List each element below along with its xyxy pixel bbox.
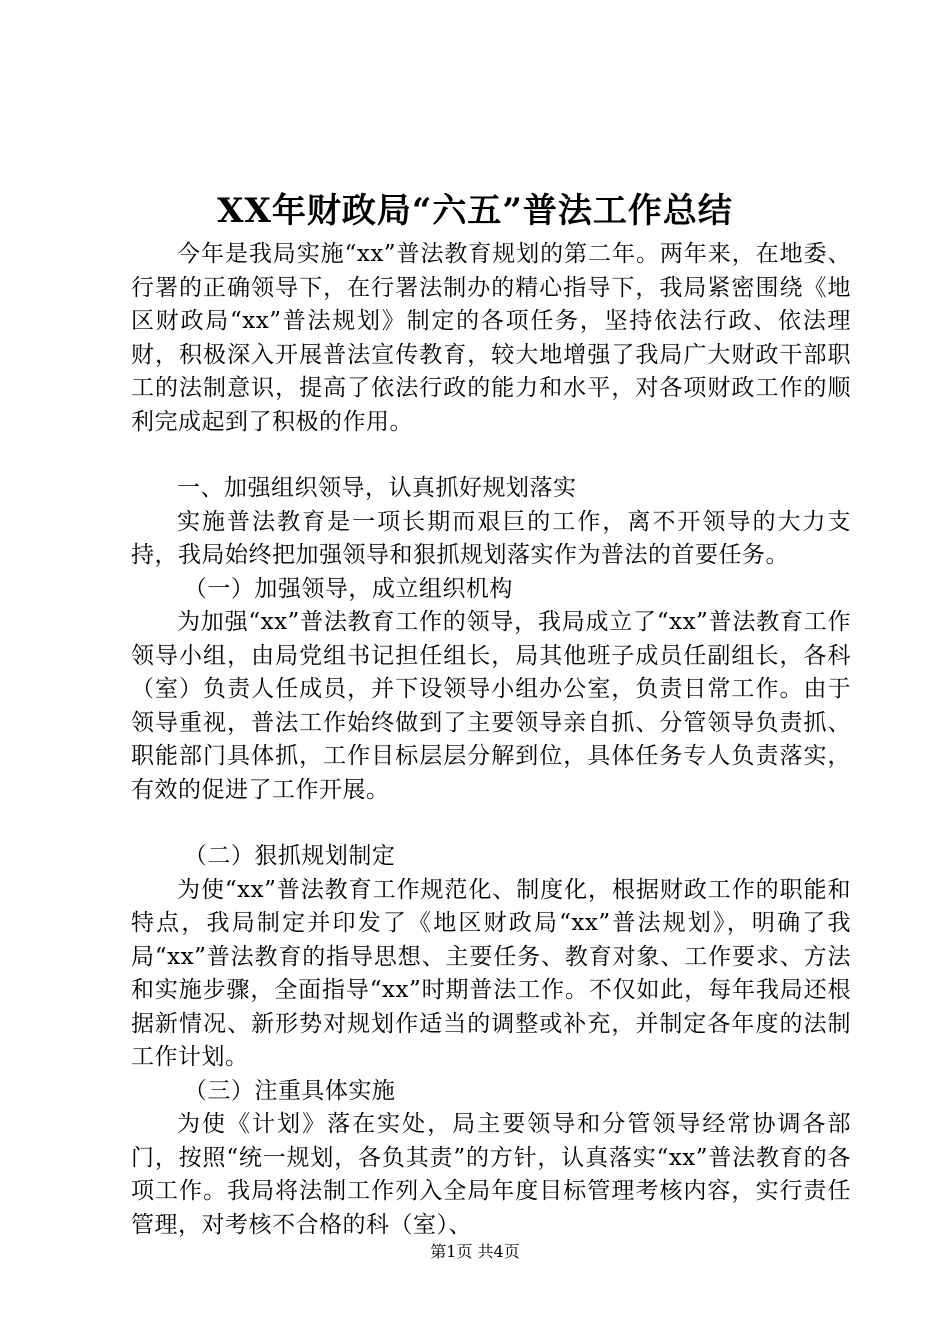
paragraph-spacer — [131, 439, 851, 472]
paragraph-spacer — [131, 807, 851, 840]
document-body — [131, 238, 851, 1242]
page-number-footer: 第1页 共4页 — [430, 1242, 520, 1261]
document-title: XX年财政局“六五”普法工作总结 — [217, 191, 733, 231]
subsection-1-paragraph: 为加强“xx”普法教育工作的领导，我局成立了“xx”普法教育工作领导小组，由局党组书记担任组长，局其他班子成员任副组长，各科（室）负责人任成员，并下设领导小组办公室，负责日常工作。由于领导重视，普法工作始终做到了主要领导亲自抓、分管领导负责抓、职能部门具体抓，工作目标层层分解到位，具体任务专人负责落实，有效的促进了工作开展。 — [131, 609, 851, 803]
subsection-heading-2: （二）狠抓规划制定 — [183, 843, 396, 869]
section-heading-1: 一、加强组织领导，认真抓好规划落实 — [177, 475, 577, 501]
intro-paragraph: 今年是我局实施“xx”普法教育规划的第二年。两年来，在地委、行署的正确领导下，在行署法制办的精心指导下，我局紧密围绕《地区财政局“xx”普法规划》制定的各项任务，坚持依法行政、依法理财，积极深入开展普法宣传教育，较大地增强了我局广大财政干部职工的法制意识，提高了依法行政的能力和水平，对各项财政工作的顺利完成起到了积极的作用。 — [131, 241, 851, 435]
subsection-3-paragraph: 为使《计划》落在实处，局主要领导和分管领导经常协调各部门，按照“统一规划，各负其责”的方针，认真落实“xx”普法教育的各项工作。我局将法制工作列入全局年度目标管理考核内容，实行责任管理，对考核不合格的科（室）、 — [131, 1111, 851, 1238]
subsection-heading-1: （一）加强领导，成立组织机构 — [183, 575, 513, 602]
section-1-paragraph: 实施普法教育是一项长期而艰巨的工作，离不开领导的大力支持，我局始终把加强领导和狠抓规划落实作为普法的首要任务。 — [131, 508, 851, 568]
subsection-heading-3: （三）注重具体实施 — [183, 1077, 396, 1104]
subsection-2-paragraph: 为使“xx”普法教育工作规范化、制度化，根据财政工作的职能和特点，我局制定并印发了《地区财政局“xx”普法规划》，明确了我局“xx”普法教育的指导思想、主要任务、教育对象、工作要求、方法和实施步骤，全面指导“xx”时期普法工作。不仅如此，每年我局还根据新情况、新形势对规划作适当的调整或补充，并制定各年度的法制工作计划。 — [131, 876, 851, 1070]
